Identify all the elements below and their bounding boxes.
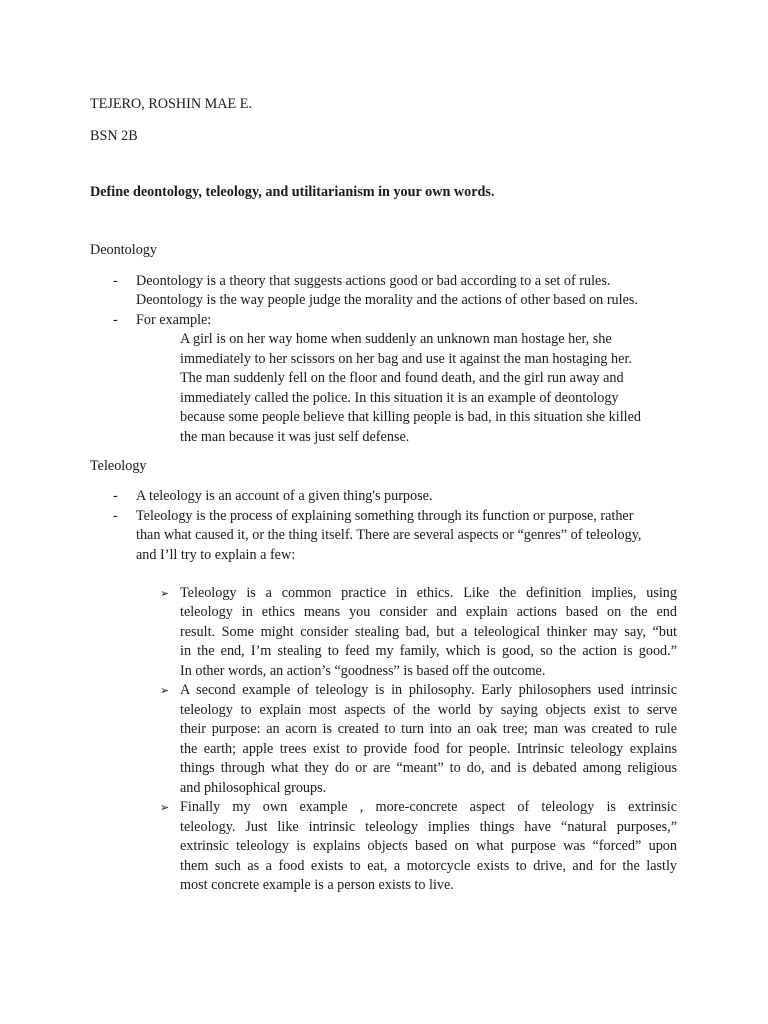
point-line: teleology in ethics means you consider and explain actions based on the end [180,604,677,620]
point-line: them such as a food exists to eat, a motorcycle exists to drive, and for the lastly [180,858,677,874]
arrow-bullet-icon: ➢ [160,685,170,697]
example-line: immediately called the police. In this situation it is an example of deontology [180,390,619,406]
teleology-bullet2-line: than what caused it, or the thing itself. There are several aspects or “genres” of teleology, [136,527,642,543]
bullet-dash: - [113,312,118,328]
point-line: in the end, I’m stealing to feed my family, which is good, so the action is good.” [180,643,677,659]
bullet-dash: - [113,488,118,504]
point-line: and philosophical groups. [180,780,327,796]
example-line: because some people believe that killing people is bad, in this situation she killed [180,409,641,425]
bullet-dash: - [113,273,118,289]
point-line: teleology. Just like intrinsic teleology implies things have “natural purposes,” [180,819,677,835]
point-line: teleology to explain most aspects of the world by saying objects exist to serve [180,702,677,718]
bullet-dash: - [113,508,118,524]
arrow-bullet-icon: ➢ [160,588,170,600]
point-line: things through what they do or are “meant” to do, and is debated among religious [180,760,677,776]
point-line: the earth; apple trees exist to provide food for people. Intrinsic teleology explains [180,741,677,757]
point-line: most concrete example is a person exists to live. [180,877,454,893]
point-line: extrinsic teleology is explains objects based on what purpose was “forced” upon [180,838,677,854]
point-line: Teleology is a common practice in ethics. Like the definition implies, using [180,585,677,601]
deontology-bullet1-line: Deontology is the way people judge the morality and the actions of other based on rules. [136,292,638,308]
student-name: TEJERO, ROSHIN MAE E. [90,96,252,112]
teleology-bullet1: A teleology is an account of a given thing's purpose. [136,488,433,504]
example-line: A girl is on her way home when suddenly an unknown man hostage her, she [180,331,612,347]
point-line: result. Some might consider stealing bad, but a teleological thinker may say, “but [180,624,677,640]
point-line: A second example of teleology is in philosophy. Early philosophers used intrinsic [180,682,677,698]
deontology-heading: Deontology [90,242,157,258]
deontology-bullet2: For example: [136,312,212,328]
point-line: their purpose: an acorn is created to turn into an oak tree; man was created to rule [180,721,677,737]
point-line: Finally my own example , more-concrete aspect of teleology is extrinsic [180,799,677,815]
teleology-bullet2-line: and I’ll try to explain a few: [136,547,296,563]
deontology-bullet1-line: Deontology is a theory that suggests actions good or bad according to a set of rules. [136,273,611,289]
student-section: BSN 2B [90,128,138,144]
example-line: the man because it was just self defense. [180,429,410,445]
arrow-bullet-icon: ➢ [160,802,170,814]
example-line: The man suddenly fell on the floor and found death, and the girl run away and [180,370,624,386]
example-line: immediately to her scissors on her bag and use it against the man hostaging her. [180,351,632,367]
teleology-bullet2-line: Teleology is the process of explaining something through its function or purpose, rather [136,508,634,524]
question-title: Define deontology, teleology, and utilitarianism in your own words. [90,184,495,200]
point-line: In other words, an action’s “goodness” is based off the outcome. [180,663,546,679]
teleology-heading: Teleology [90,458,147,474]
